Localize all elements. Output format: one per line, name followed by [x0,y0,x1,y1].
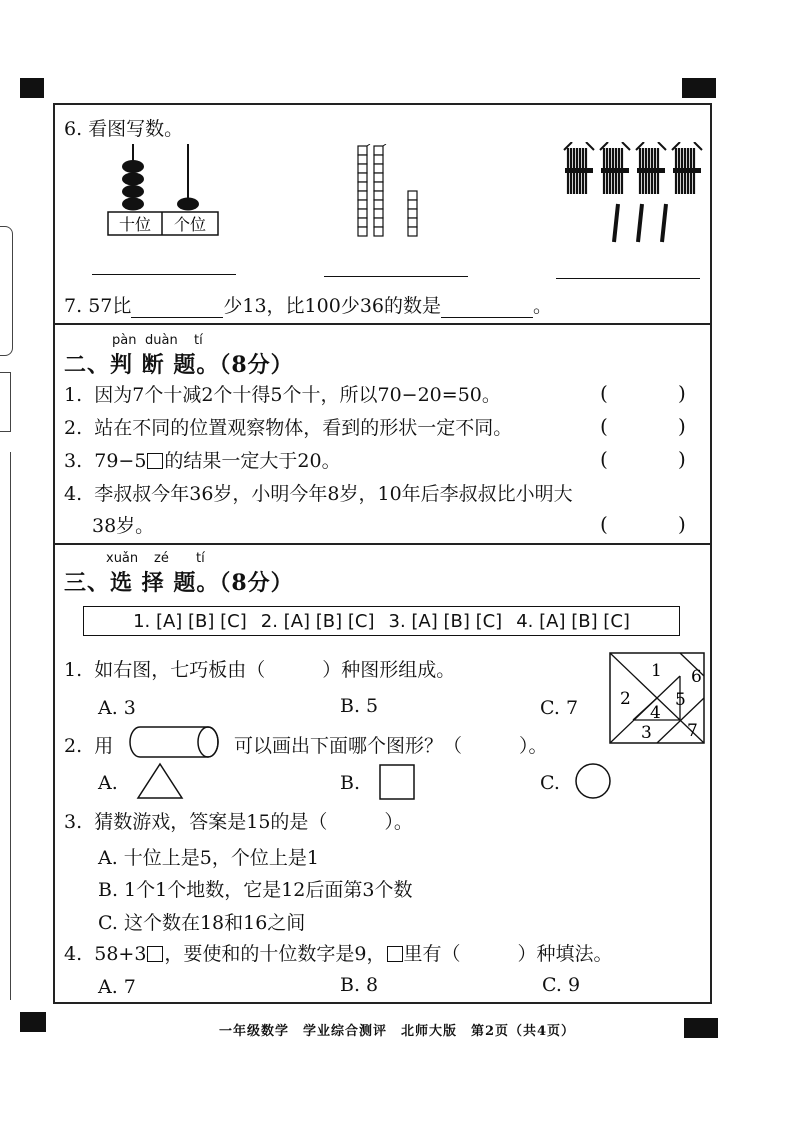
cube-ten-unit [358,146,367,155]
choice-q2: 2. 用 [64,735,114,757]
bundle-tie [601,168,629,173]
judge-paren-close-3: ) [678,447,686,471]
circle-icon [574,762,612,800]
section-divider [53,323,712,325]
cube-ten-unit [374,209,383,218]
judge-item-1: 1. 因为7个十减2个十得5个十，所以70−20=50。 [64,384,501,406]
cube-one-unit [408,200,417,209]
answer-box [83,606,680,636]
section2-pinyin: duàn [145,333,178,348]
cube-one-unit [408,227,417,236]
cube-ten-unit [358,200,367,209]
judge-paren-open-4[interactable]: ( [600,512,608,536]
digit-box [387,946,403,962]
section2-pinyin: pàn [112,333,137,348]
section3-pinyin: xuǎn [106,551,139,566]
cube-ten-unit [374,164,383,173]
q4-option-b[interactable]: B. 8 [340,974,379,996]
section2-title: 二、判 断 题。（8分） [64,352,294,378]
answer-choice-1[interactable]: 1. [A] [B] [C] [133,610,247,632]
cube-one-unit [408,209,417,218]
cube-ten-unit [358,218,367,227]
q6-answer-line-3 [556,278,700,279]
judge-paren-close-2: ) [678,414,686,438]
registration-mark-top-right [682,78,716,98]
section3-pinyin: tí [196,551,205,566]
cube-ten-unit [374,173,383,182]
q3-option-a[interactable]: A. 十位上是5，个位上是1 [98,847,319,869]
cube-ten-unit [374,218,383,227]
sticks-figure [558,142,704,246]
tangram-label-3: 3 [641,723,652,743]
judge-paren-close-1: ) [678,381,686,405]
cube-ten-unit [374,146,383,155]
abacus-bead-tens [122,185,144,198]
margin-line [0,452,11,1000]
section-divider [53,543,712,545]
abacus-bead-tens [122,160,144,173]
triangle-icon [136,762,184,800]
single-stick [662,204,666,242]
section2-pinyin: tí [194,333,203,348]
tangram-label-6: 6 [691,667,702,687]
q7-blank-2[interactable] [441,297,533,318]
bundle-tie [565,168,593,173]
judge-item-2: 2. 站在不同的位置观察物体，看到的形状一定不同。 [64,417,513,439]
single-stick [638,204,642,242]
cube-one-unit [408,218,417,227]
registration-mark-top-left [20,78,44,98]
abacus-bead-tens [122,173,144,186]
section3-title: 三、选 择 题。（8分） [64,570,294,596]
cube-ten-unit [358,164,367,173]
q1-option-b[interactable]: B. 5 [340,695,379,717]
judge-paren-close-4: ) [678,512,686,536]
abacus-bead-tens [122,198,144,211]
cylinder-icon [128,724,222,760]
page-footer: 一年级数学 学业综合测评 北师大版 第2页（共4页） [218,1024,576,1039]
cube-ten-unit [358,155,367,164]
answer-choice-3[interactable]: 3. [A] [B] [C] [388,610,503,632]
bundle-tie [673,168,701,173]
answer-choice-4[interactable]: 4. [A] [B] [C] [516,610,630,632]
margin-box [0,226,13,356]
section3-pinyin: zé [154,551,169,566]
single-stick [614,204,618,242]
cubes-figure [352,144,428,240]
tangram-label-5: 5 [675,690,686,710]
margin-line [0,372,11,432]
abacus-label-tens: 十位 [118,215,152,234]
abacus-label-ones: 个位 [173,215,207,234]
q2-option-a[interactable]: A. [98,772,118,794]
judge-item-3: 3. 79−5 的结果一定大于20。 [64,450,341,472]
square-icon [378,763,416,801]
cube-ten-unit [358,209,367,218]
choice-q1: 1. 如右图，七巧板由（ ）种图形组成。 [64,659,456,681]
judge-item-4: 4. 李叔叔今年36岁，小明今年8岁，10年后李叔叔比小明大 [64,483,573,505]
q7-text: 7. 57比 少13，比100少36的数是 。 [64,295,553,317]
tangram-label-1: 1 [651,661,662,681]
q3-option-c[interactable]: C. 这个数在18和16之间 [98,912,306,934]
abacus-figure [100,140,222,238]
tangram-label-4: 4 [650,703,661,723]
judge-paren-open-1[interactable]: ( [600,381,608,405]
cube-ten-unit [358,227,367,236]
q1-option-c[interactable]: C. 7 [540,697,579,719]
q4-option-c[interactable]: C. 9 [542,974,581,996]
bundle-tie [637,168,665,173]
q4-option-a[interactable]: A. 7 [98,976,136,998]
choice-q3: 3. 猜数游戏，答案是15的是（ ）。 [64,811,413,833]
cube-ten-unit [374,200,383,209]
q1-option-a[interactable]: A. 3 [98,697,136,719]
cube-one-unit [408,191,417,200]
cube-ten-unit [358,173,367,182]
cube-ten-unit [374,227,383,236]
answer-choice-2[interactable]: 2. [A] [B] [C] [260,610,375,632]
cube-ten-unit [358,182,367,191]
q7-blank-1[interactable] [131,297,223,318]
digit-box [147,453,163,469]
q3-option-b[interactable]: B. 1个1个地数，它是12后面第3个数 [98,879,413,901]
q6-answer-line-2 [324,276,468,277]
digit-box [147,946,163,962]
cube-ten-unit [374,191,383,200]
tangram-figure [609,652,705,744]
cube-ten-unit [358,191,367,200]
q2-option-c[interactable]: C. [540,772,560,794]
judge-item-4-cont: 38岁。 [92,515,155,537]
abacus-bead-ones [177,198,199,211]
choice-q4: 4. 58+3 ，要使和的十位数字是9， 里有（ ）种填法。 [64,943,613,965]
tangram-label-7: 7 [687,721,698,741]
judge-paren-open-3[interactable]: ( [600,447,608,471]
judge-paren-open-2[interactable]: ( [600,414,608,438]
choice-q2-text: 可以画出下面哪个图形？（ ）。 [234,735,548,757]
tangram-label-2: 2 [620,689,631,709]
cube-ten-unit [374,182,383,191]
q6-answer-line-1 [92,274,236,275]
q2-option-b[interactable]: B. [340,772,361,794]
cube-ten-unit [374,155,383,164]
q6-text: 6. 看图写数。 [64,118,184,140]
